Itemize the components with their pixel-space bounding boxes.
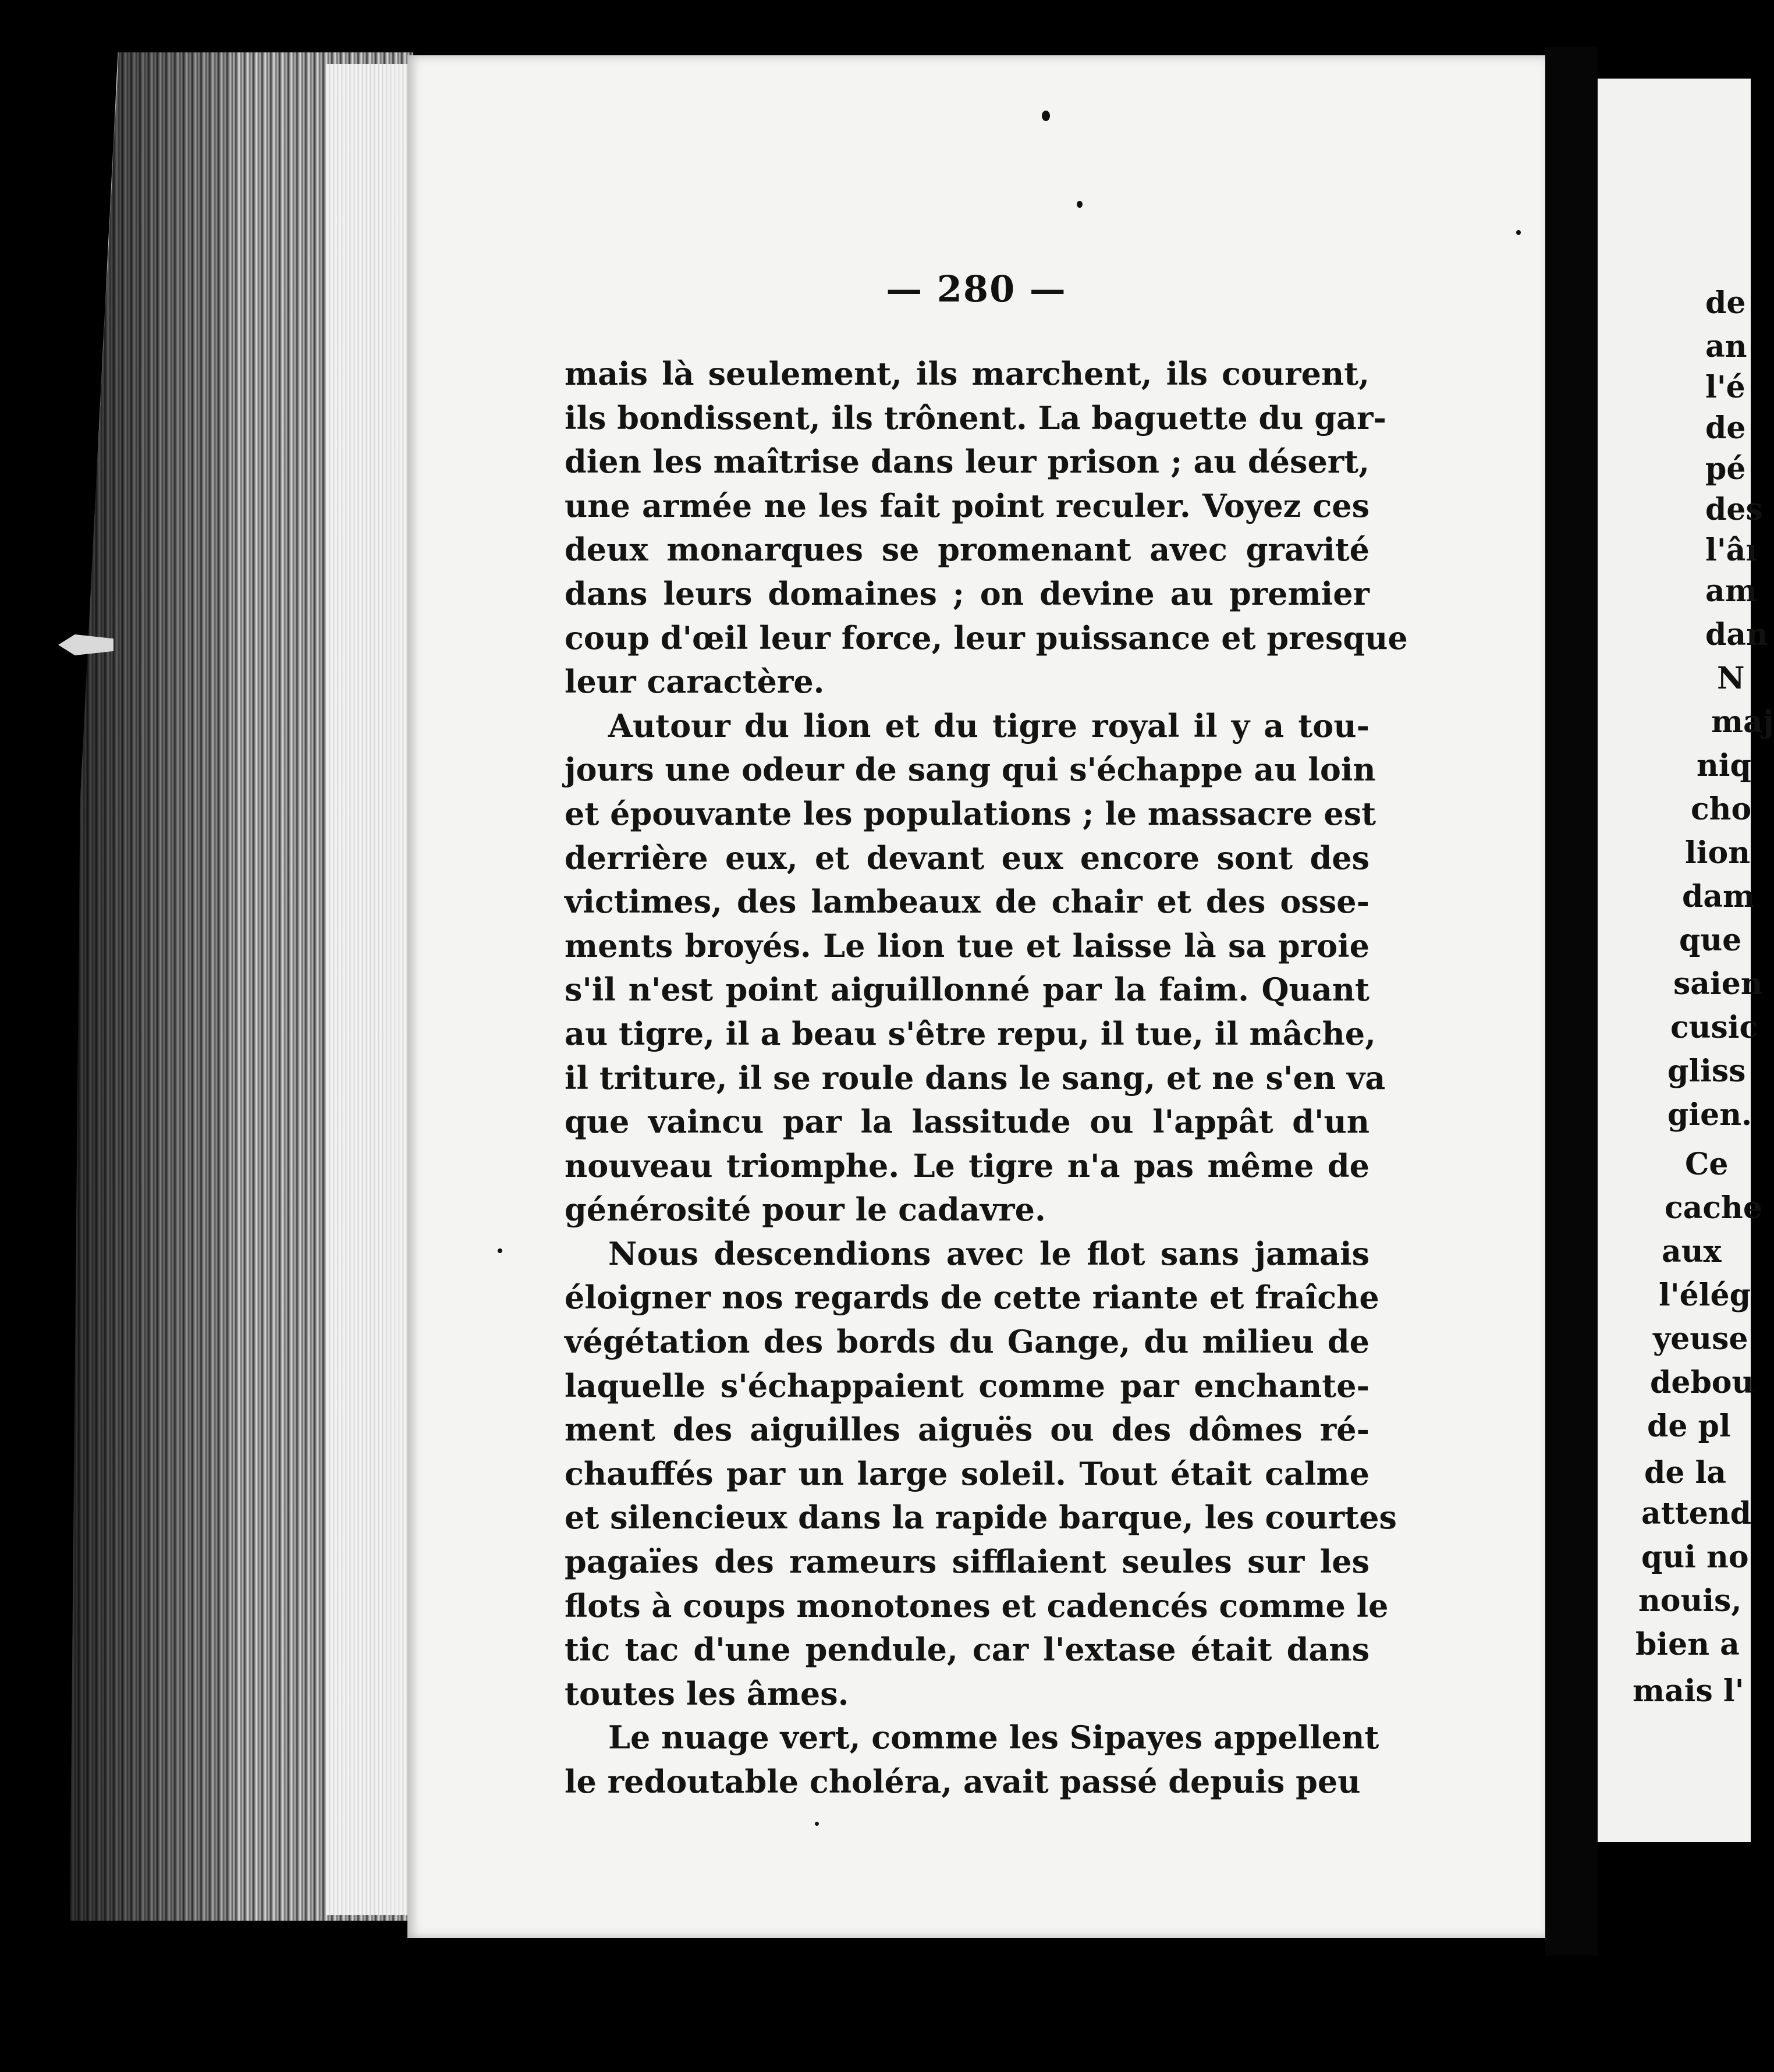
text-line: ils bondissent, ils trônent. La baguette du gar- (565, 399, 1386, 437)
right-page-text-fragment: cho (1691, 792, 1752, 827)
right-page-text-fragment: dam (1682, 879, 1755, 914)
right-page-text-fragment: am (1705, 573, 1757, 609)
right-page-text-fragment: l'élég (1659, 1278, 1751, 1313)
book-page-right-partial (1598, 79, 1774, 1842)
text-line: au tigre, il a beau s'être repu, il tue, il mâche, (565, 1014, 1376, 1052)
text-line: derrière eux, et devant eux encore sont des (565, 839, 1369, 877)
right-page-text-fragment: de (1705, 410, 1746, 446)
right-page-text-fragment: yeuse (1653, 1321, 1748, 1357)
book-gutter (1545, 47, 1598, 1956)
text-line: Nous descendions avec le flot sans jamais (608, 1234, 1369, 1272)
right-page-text-fragment: gliss (1667, 1053, 1746, 1089)
right-page-text-fragment: debou (1650, 1365, 1754, 1400)
text-line: Autour du lion et du tigre royal il y a tou- (608, 707, 1369, 744)
right-page-text-fragment: de (1705, 285, 1746, 321)
text-line: éloigner nos regards de cette riante et fraîche (565, 1279, 1379, 1317)
ink-speck (1042, 111, 1050, 121)
ink-speck (1077, 201, 1083, 208)
ink-speck (1516, 230, 1521, 235)
text-line: flots à coups monotones et cadencés comme le (565, 1587, 1389, 1624)
right-page-text-fragment: bien a (1635, 1627, 1740, 1662)
right-page-text-fragment: de pl (1647, 1408, 1731, 1444)
right-page-text-fragment: qui no (1641, 1539, 1749, 1575)
text-line: générosité pour le cadavre. (565, 1191, 1046, 1229)
text-line: ments broyés. Le lion tue et laisse là sa proie (565, 927, 1369, 964)
text-line: il triture, il se roule dans le sang, et ne s'en va (565, 1059, 1386, 1097)
page-number: — 280 — (886, 268, 1067, 310)
text-line: leur caractère. (565, 663, 825, 701)
right-page-text-fragment: que (1679, 923, 1742, 958)
right-page-text-fragment: nouis, (1638, 1583, 1742, 1619)
text-line: pagaïes des rameurs sifflaient seules sur les (565, 1543, 1369, 1581)
text-line: tic tac d'une pendule, car l'extase était dans (565, 1631, 1369, 1669)
right-page-text-fragment: des (1705, 492, 1763, 527)
text-line: végétation des bords du Gange, du milieu de (565, 1323, 1369, 1361)
text-line: victimes, des lambeaux de chair et des osse- (565, 883, 1369, 921)
text-line: et silencieux dans la rapide barque, les courtes (565, 1499, 1397, 1537)
right-page-text-fragment: de la (1644, 1455, 1726, 1491)
text-line: s'il n'est point aiguillonné par la faim. Quant (565, 971, 1369, 1009)
text-line: une armée ne les fait point reculer. Voyez ces (565, 487, 1369, 524)
right-page-text-fragment: cusic (1670, 1010, 1758, 1045)
text-line: ment des aiguilles aiguës ou des dômes ré- (565, 1411, 1369, 1449)
right-page-text-fragment: gien. (1667, 1097, 1752, 1133)
right-page-text-fragment: lion (1685, 835, 1750, 871)
page-edge-strip (326, 64, 410, 1915)
ink-speck (498, 1248, 502, 1253)
text-line: toutes les âmes. (565, 1674, 849, 1712)
text-line: mais là seulement, ils marchent, ils courent, (565, 355, 1369, 392)
text-line: laquelle s'échappaient comme par enchante- (565, 1367, 1369, 1404)
right-page-text-fragment: maj (1711, 704, 1774, 740)
page-body-text (565, 352, 1408, 1804)
right-page-text-fragment: attend (1641, 1496, 1751, 1531)
page-edge-shadow (70, 52, 233, 1921)
text-line: chauffés par un large soleil. Tout était calme (565, 1454, 1369, 1492)
right-page-text-fragment: mais l' (1633, 1673, 1744, 1709)
text-line: le redoutable choléra, avait passé depuis peu (565, 1763, 1361, 1800)
right-page-text-fragment: cache (1665, 1190, 1762, 1226)
text-line: et épouvante les populations ; le massacre est (565, 794, 1376, 832)
right-page-text-fragment: saien (1673, 966, 1763, 1002)
right-page-text-fragment: dan (1705, 617, 1768, 652)
book-page-left (407, 55, 1545, 1938)
text-line: que vaincu par la lassitude ou l'appât d'un (565, 1103, 1369, 1141)
text-line: jours une odeur de sang qui s'échappe au loin (565, 751, 1376, 789)
text-line: nouveau triomphe. Le tigre n'a pas même de (565, 1147, 1369, 1184)
right-page-text-fragment: l'âı (1705, 533, 1758, 568)
right-page-text-fragment: an (1705, 329, 1747, 364)
text-line: coup d'œil leur force, leur puissance et presque (565, 619, 1408, 657)
right-page-text-fragment: niq (1697, 748, 1751, 783)
ink-speck (815, 1822, 819, 1826)
right-page-text-fragment: N (1717, 661, 1745, 696)
right-page-text-fragment: pé (1705, 451, 1746, 487)
right-page-text-fragment: Ce (1685, 1147, 1729, 1182)
right-page-text-fragment: aux (1662, 1234, 1722, 1269)
text-line: dans leurs domaines ; on devine au premier (565, 574, 1369, 612)
text-line: dien les maîtrise dans leur prison ; au désert, (565, 443, 1369, 481)
text-line: deux monarques se promenant avec gravité (565, 531, 1369, 569)
text-line: Le nuage vert, comme les Sipayes appellent (608, 1719, 1379, 1757)
right-page-text-fragment: l'é (1705, 370, 1745, 405)
